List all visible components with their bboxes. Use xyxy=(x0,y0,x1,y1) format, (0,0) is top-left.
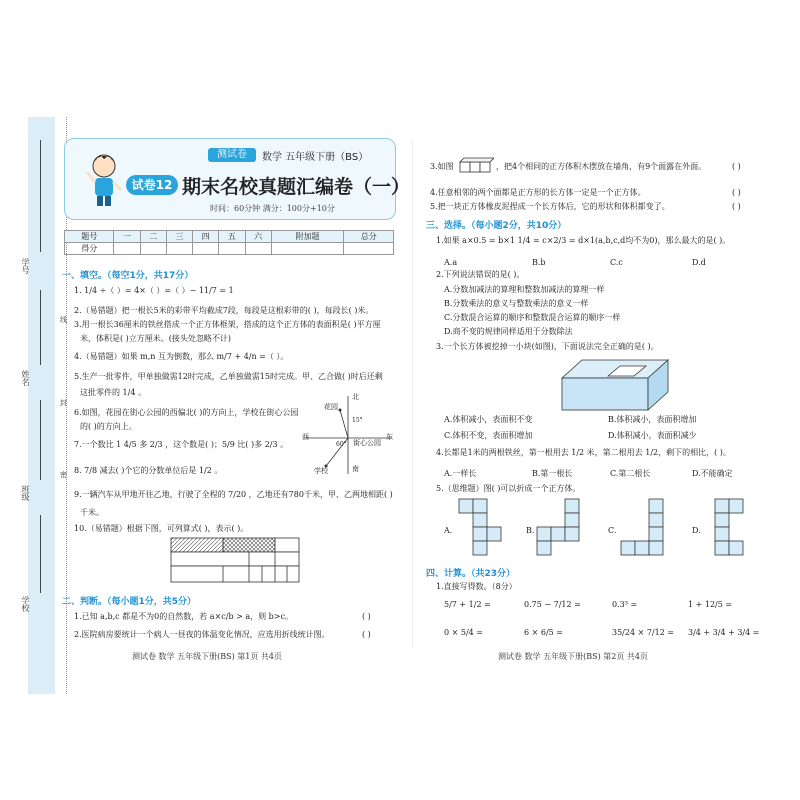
section-choice: 三、选择。（每小题2分，共10分） xyxy=(426,221,567,231)
calc-subtitle: 1.直接写得数。（8分） xyxy=(436,582,517,591)
score-header: 四 xyxy=(193,231,219,243)
question-6a: 6.如图，花园在街心公园的西偏北( )的方向上，学校在街心公园 xyxy=(74,408,299,417)
compass-north: 北 xyxy=(352,393,359,401)
section-fill-blank: 一、填空。（每空1分，共17分） xyxy=(62,271,194,281)
compass-south: 南 xyxy=(352,465,359,473)
judge-4-answer[interactable]: ( ) xyxy=(732,188,741,197)
question-5b: 这批零件的 1/4 。 xyxy=(80,388,146,397)
paper-number-badge: 试卷12 xyxy=(126,175,178,195)
class-label: 班级 xyxy=(21,485,30,501)
score-header: 一 xyxy=(114,231,140,243)
calc-item: 6 × 6/5 = xyxy=(524,628,563,637)
test-tag: 测试卷 xyxy=(208,148,256,162)
choice-4: 4.长都是1米的两根铁丝，第一根用去 1/2 米，第二根用去 1/2，剩下的相比，( )。 xyxy=(436,448,731,457)
judge-4: 4.任意相邻的两个面都是正方形的长方体一定是一个正方体。 xyxy=(430,188,646,197)
question-10: 10.（易错题）根据下图，可列算式( )，表示( )。 xyxy=(74,524,249,533)
calc-item: 35/24 × 7/12 = xyxy=(612,628,675,637)
net-c-figure xyxy=(620,498,664,562)
net-a-figure xyxy=(458,498,502,562)
garden-label: 花园 xyxy=(324,403,338,411)
angle-15: 15° xyxy=(352,417,363,424)
choice-2-option[interactable]: C.分数混合运算的顺序和整数混合运算的顺序一样 xyxy=(444,313,621,322)
calc-item: 3/4 + 3/4 + 3/4 = xyxy=(688,628,760,637)
page-divider xyxy=(412,140,413,650)
calc-item: 0 × 5/4 = xyxy=(444,628,483,637)
score-cell[interactable] xyxy=(344,243,394,255)
choice-4-option[interactable]: D.不能确定 xyxy=(692,469,733,478)
choice-1-option[interactable]: A.a xyxy=(444,258,458,267)
choice-4-option[interactable]: B.第一根长 xyxy=(532,469,573,478)
score-header: 题号 xyxy=(65,231,114,243)
question-9a: 9.一辆汽车从甲地开往乙地，行驶了全程的 7/20 ，乙地还有780千米，甲、乙两地相距( ) xyxy=(74,490,393,499)
judge-3-answer[interactable]: ( ) xyxy=(732,162,741,171)
cuboid-figure xyxy=(560,356,670,412)
page-footer-left: 测试卷 数学 五年级下册(BS) 第1页 共4页 xyxy=(132,652,282,661)
page-title: 期末名校真题汇编卷（一） xyxy=(182,176,411,198)
score-cell[interactable] xyxy=(140,243,166,255)
choice-5-option[interactable]: A. xyxy=(444,526,453,535)
student-no-line xyxy=(40,140,41,252)
score-header: 六 xyxy=(245,231,271,243)
choice-3: 3.一个长方体被挖掉一小块(如图)，下面说法完全正确的是( )。 xyxy=(436,342,659,351)
judge-2-answer[interactable]: ( ) xyxy=(362,630,371,639)
school-label: 学校 xyxy=(21,596,30,612)
choice-1-option[interactable]: C.c xyxy=(610,258,623,267)
score-row-label: 得分 xyxy=(65,243,114,255)
park-label: 街心公园 xyxy=(353,439,381,447)
choice-1: 1.如果 a×0.5 = b×1 1/4 = c×2/3 = d×1(a,b,c,d均不为0)，那么最大的是( )。 xyxy=(436,236,731,245)
score-header: 二 xyxy=(140,231,166,243)
score-header: 三 xyxy=(166,231,192,243)
choice-4-option[interactable]: A.一样长 xyxy=(444,469,477,478)
score-cell[interactable] xyxy=(245,243,271,255)
page-footer-right: 测试卷 数学 五年级下册(BS) 第2页 共4页 xyxy=(498,652,648,661)
judge-3b: ，把4个相同的正方体积木摆放在墙角，有9个面露在外面。 xyxy=(496,162,707,171)
choice-2-option[interactable]: B.分数乘法的意义与整数乘法的意义一样 xyxy=(444,299,589,308)
section-calculation: 四、计算。（共23分） xyxy=(426,569,516,579)
choice-3-option[interactable]: C.体积不变，表面积增加 xyxy=(444,431,533,440)
subject-label: 数学 五年级下册（BS） xyxy=(262,152,369,163)
school-line xyxy=(40,515,41,593)
question-3b: 米，体积是( )立方厘米。(接头处忽略不计) xyxy=(80,334,232,343)
cartoon-boy-icon xyxy=(84,150,124,210)
choice-3-option[interactable]: B.体积减小，表面积增加 xyxy=(608,415,697,424)
question-3a: 3.用一根长36厘米的铁丝搭成一个正方体框架，搭成的这个正方体的表面积是( )平方厘 xyxy=(74,320,381,329)
time-score-info: 时间：60分钟 满分：100分+10分 xyxy=(210,204,335,213)
choice-5: 5.（思维题）图( )可以折成一个正方体。 xyxy=(436,484,581,493)
choice-2: 2.下列说法错误的是( )。 xyxy=(436,270,525,279)
choice-5-option[interactable]: C. xyxy=(608,526,617,535)
question-9b: 千米。 xyxy=(80,508,104,517)
compass-east: 东 xyxy=(386,433,393,441)
angle-60: 60° xyxy=(336,441,347,448)
choice-2-option[interactable]: A.分数加减法的算理和整数加减法的算理一样 xyxy=(444,285,605,294)
score-table xyxy=(64,230,394,255)
judge-2: 2.医院病房要统计一个病人一昼夜的体温变化情况，应选用折线统计图。 xyxy=(74,630,330,639)
binding-strip xyxy=(28,117,55,694)
choice-5-option[interactable]: B. xyxy=(526,526,535,535)
score-cell[interactable] xyxy=(193,243,219,255)
score-cell[interactable] xyxy=(219,243,245,255)
question-1: 1. 1/4 ÷（ ）= 4×（ ）=（ ）− 11/7 = 1 xyxy=(74,286,234,295)
question-2: 2.（易错题）把一根长5米的彩带平均截成7段，每段是这根彩带的( )，每段长( )米。 xyxy=(74,306,374,315)
calc-item: 0.3³ = xyxy=(612,600,638,609)
judge-1-answer[interactable]: ( ) xyxy=(362,612,371,621)
score-header: 总分 xyxy=(344,231,394,243)
fraction-diagram xyxy=(170,537,300,583)
question-6b: 的( )的方向上。 xyxy=(80,422,137,431)
compass-west: 西 xyxy=(302,433,309,441)
net-b-figure xyxy=(536,498,580,562)
calc-item: 0.75 − 7/12 = xyxy=(524,600,581,609)
calc-item: 1 + 12/5 = xyxy=(688,600,733,609)
score-header: 附加题 xyxy=(271,231,344,243)
judge-5-answer[interactable]: ( ) xyxy=(732,202,741,211)
school-label: 学校 xyxy=(314,467,328,475)
choice-2-option[interactable]: D.商不变的规律同样适用于分数除法 xyxy=(444,327,573,336)
choice-1-option[interactable]: D.d xyxy=(692,258,706,267)
student-no-label: 学号 xyxy=(21,258,30,274)
score-cell[interactable] xyxy=(166,243,192,255)
cut-char-3: 密 xyxy=(60,471,67,479)
question-5a: 5.生产一批零件，甲单独做需12时完成，乙单独做需15时完成。甲、乙合做( )时后还剩 xyxy=(74,372,383,381)
choice-1-option[interactable]: B.b xyxy=(532,258,546,267)
question-8: 8. 7/8 减去( )个它的分数单位后是 1/2 。 xyxy=(74,466,223,475)
net-d-figure xyxy=(700,498,744,562)
name-line xyxy=(40,290,41,365)
score-cell[interactable] xyxy=(114,243,140,255)
cubes-icon xyxy=(458,156,494,174)
score-header: 五 xyxy=(219,231,245,243)
judge-5: 5.把一块正方体橡皮泥捏成一个长方体后，它的形状和体积都变了。 xyxy=(430,202,670,211)
class-line xyxy=(40,400,41,480)
judge-3a: 3.如图 xyxy=(430,162,454,171)
choice-3-option[interactable]: A.体积减小，表面积不变 xyxy=(444,415,533,424)
cut-char-1: 线 xyxy=(60,316,67,324)
section-true-false: 二、判断。（每小题1分，共5分） xyxy=(62,597,197,607)
cut-char-2: 封 xyxy=(60,399,67,407)
score-cell[interactable] xyxy=(271,243,344,255)
question-4: 4.（易错题）如果 m,n 互为倒数，那么 m/7 + 4/n =（ ）。 xyxy=(74,352,289,361)
choice-4-option[interactable]: C.第二根长 xyxy=(610,469,651,478)
judge-1: 1.已知 a,b,c 都是不为0的自然数，若 a×c/b > a，则 b>c。 xyxy=(74,612,293,621)
choice-3-option[interactable]: D.体积减小，表面积减少 xyxy=(608,431,697,440)
question-7: 7.一个数比 1 4/5 多 2/3 ，这个数是( )；5/9 比( )多 2/3 。 xyxy=(74,440,289,449)
choice-5-option[interactable]: D. xyxy=(692,526,701,535)
name-label: 姓名 xyxy=(21,370,30,386)
calc-item: 5/7 + 1/2 = xyxy=(444,600,491,609)
